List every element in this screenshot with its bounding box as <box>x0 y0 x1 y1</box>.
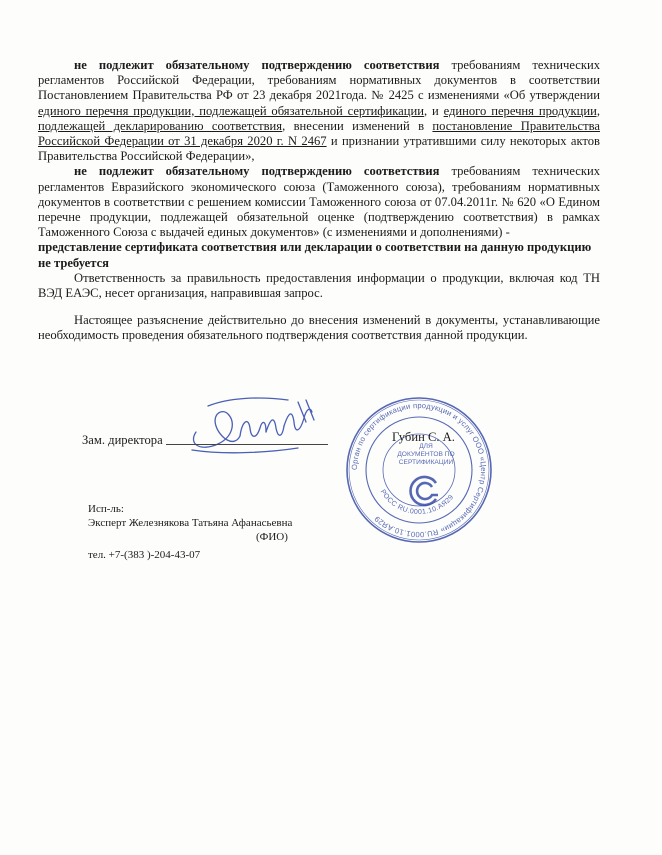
underlined-reference-2: единого перечня продукции, подлежащей декларированию соответствия <box>38 103 600 133</box>
paragraph-conclusion: представление сертификата соответствия или декларации о соответствии на данную продукцию не требуется <box>38 240 592 270</box>
text-segment: , внесении изменений в <box>282 118 433 133</box>
text-segment: , и <box>423 103 444 118</box>
stamp-center-line-3: СЕРТИФИКАЦИИ <box>398 459 454 466</box>
svg-text:Орган по сертификации продукци <box>350 401 488 539</box>
paragraph-russian-regulations <box>38 58 600 164</box>
underlined-reference-3: постановление Правительства Российской Федерации от 31 декабря 2020 г. N 2467 <box>38 118 600 149</box>
executor-fio-label: (ФИО) <box>256 531 288 543</box>
round-stamp <box>344 395 494 545</box>
signature-line <box>166 444 328 445</box>
bold-lead-2: не подлежит обязательному подтверждению соответствия <box>74 164 440 179</box>
underlined-reference-1: единого перечня продукции, подлежащей обязательной сертификации <box>38 103 424 118</box>
handwritten-signature <box>178 392 328 462</box>
stamp-inner-text: РОСС RU.0001.10.АЯ29 <box>378 488 456 517</box>
stamp-emblem-icon <box>411 477 438 505</box>
signatory-title: Зам. директора <box>82 433 163 447</box>
text-segment: требованиям технических регламентов Российской Федерации, требованиям нормативных документов в соответствии Постановлением Правительства РФ от 23 декабря 2021года. № 2425 с изменениями «Об утверждении <box>38 58 600 103</box>
bold-lead-1: не подлежит обязательному подтверждению соответствия <box>74 58 440 72</box>
stamp-center-line-1: ДЛЯ <box>419 443 433 450</box>
executor-phone: тел. +7-(383 )-204-43-07 <box>88 549 201 561</box>
stamp-center-line-2: ДОКУМЕНТОВ ПО <box>397 451 455 458</box>
paragraph-validity: Настоящее разъяснение действительно до внесения изменений в документы, устанавливающие необходимость проведения обязательного подтверждения соответствия данной продукции. <box>38 313 600 343</box>
text-segment: и признании утратившими силу некоторых актов Правительства Российской Федерации», <box>38 134 600 164</box>
document-body <box>38 58 600 344</box>
executor-name: Эксперт Железнякова Татьяна Афанасьевна <box>88 517 293 529</box>
signatory-name: Губин С. А. <box>392 430 455 444</box>
executor-label: Исп-ль: <box>88 503 124 515</box>
paragraph-eaeu-regulations <box>38 164 600 240</box>
paragraph-responsibility: Ответственность за правильность предоставления информации о продукции, включая код ТН ВЭД ЕАЭС, несет организация, направившая запрос. <box>38 270 600 301</box>
text-segment: требованиям технических регламентов Евразийского экономического союза (Таможенного союза), требованиям нормативных документов в соответствии с решением комиссии Таможенного союза от 07.04.2011г. № 620 «О Едином перечне продукции, подлежащей обязательной оценке (подтверждению соответствия) в рамках Таможенного Союза с выдачей единых документов» (с изменениями и дополнениями) - <box>38 164 600 240</box>
stamp-ring-text: Орган по сертификации продукции и услуг ООО «Центр Сертификации» RU.0001.10.АЯ29 <box>349 400 489 540</box>
